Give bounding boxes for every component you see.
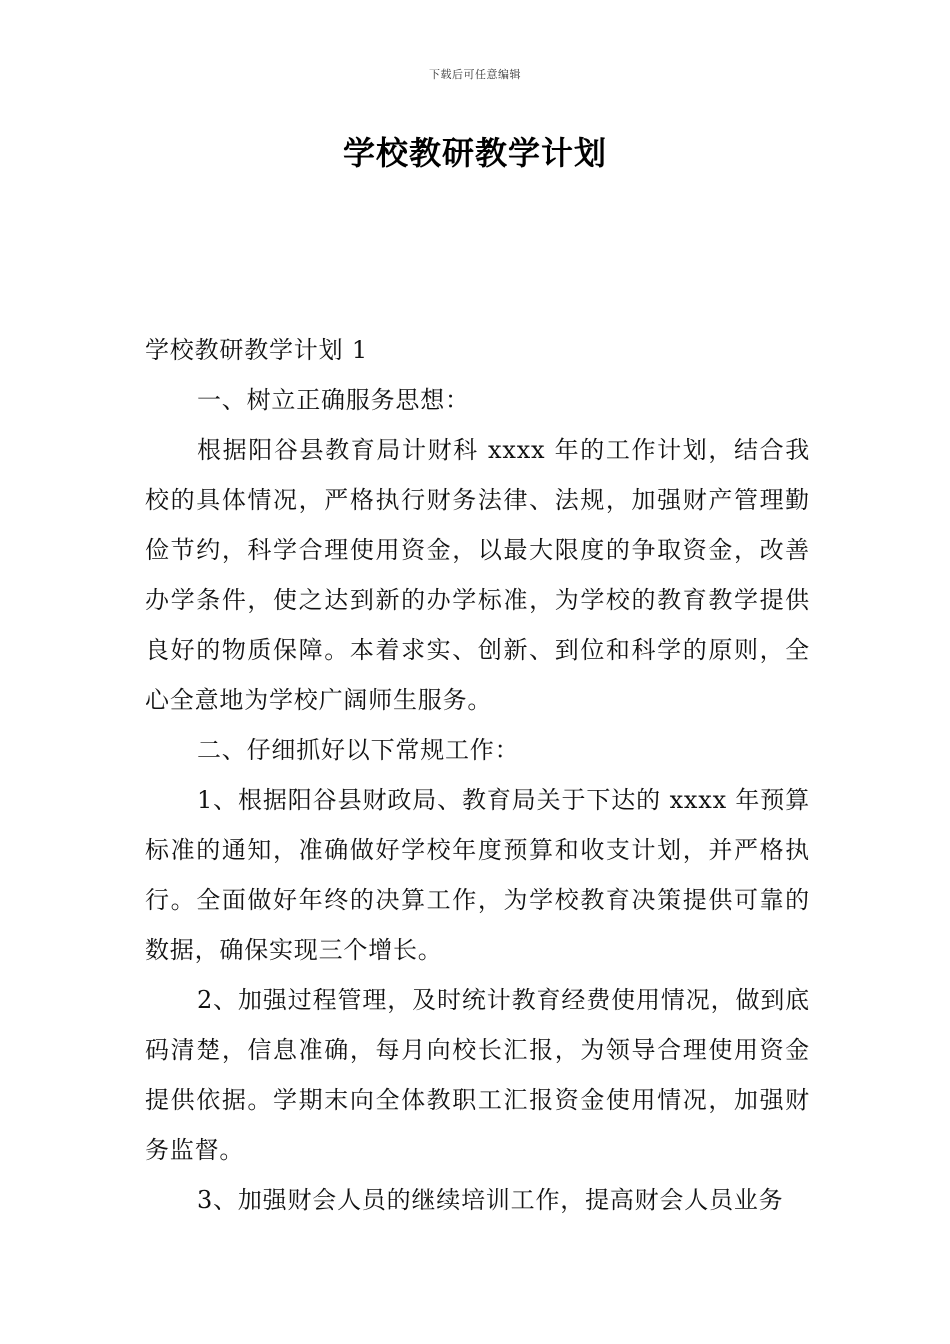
paragraph-item-1: 1、根据阳谷县财政局、教育局关于下达的 xxxx 年预算标准的通知，准确做好学校年度预算和收支计划，并严格执行。全面做好年终的决算工作，为学校教育决策提供可靠的数据，确保实现三个增长。 bbox=[145, 786, 810, 964]
header-note: 下载后可任意编辑 bbox=[429, 68, 521, 81]
document-title: 学校教研教学计划 bbox=[342, 134, 607, 172]
paragraph-item-2: 2、加强过程管理，及时统计教育经费使用情况，做到底码清楚，信息准确，每月向校长汇报，为领导合理使用资金提供依据。学期末向全体教职工汇报资金使用情况，加强财务监督。 bbox=[145, 986, 810, 1164]
document-body bbox=[145, 325, 810, 1225]
paragraph-item-3: 3、加强财会人员的继续培训工作，提高财会人员业务 bbox=[197, 1186, 784, 1214]
section-heading-2: 二、仔细抓好以下常规工作： bbox=[197, 736, 520, 764]
section-subtitle: 学校教研教学计划 1 bbox=[145, 336, 368, 364]
section-heading-1: 一、树立正确服务思想： bbox=[197, 386, 470, 414]
paragraph-1: 根据阳谷县教育局计财科 xxxx 年的工作计划，结合我校的具体情况，严格执行财务法律、法规，加强财产管理勤俭节约，科学合理使用资金，以最大限度的争取资金，改善办学条件，使之达到新的办学标准，为学校的教育教学提供良好的物质保障。本着求实、创新、到位和科学的原则，全心全意地为学校广阔师生服务。 bbox=[145, 436, 810, 714]
